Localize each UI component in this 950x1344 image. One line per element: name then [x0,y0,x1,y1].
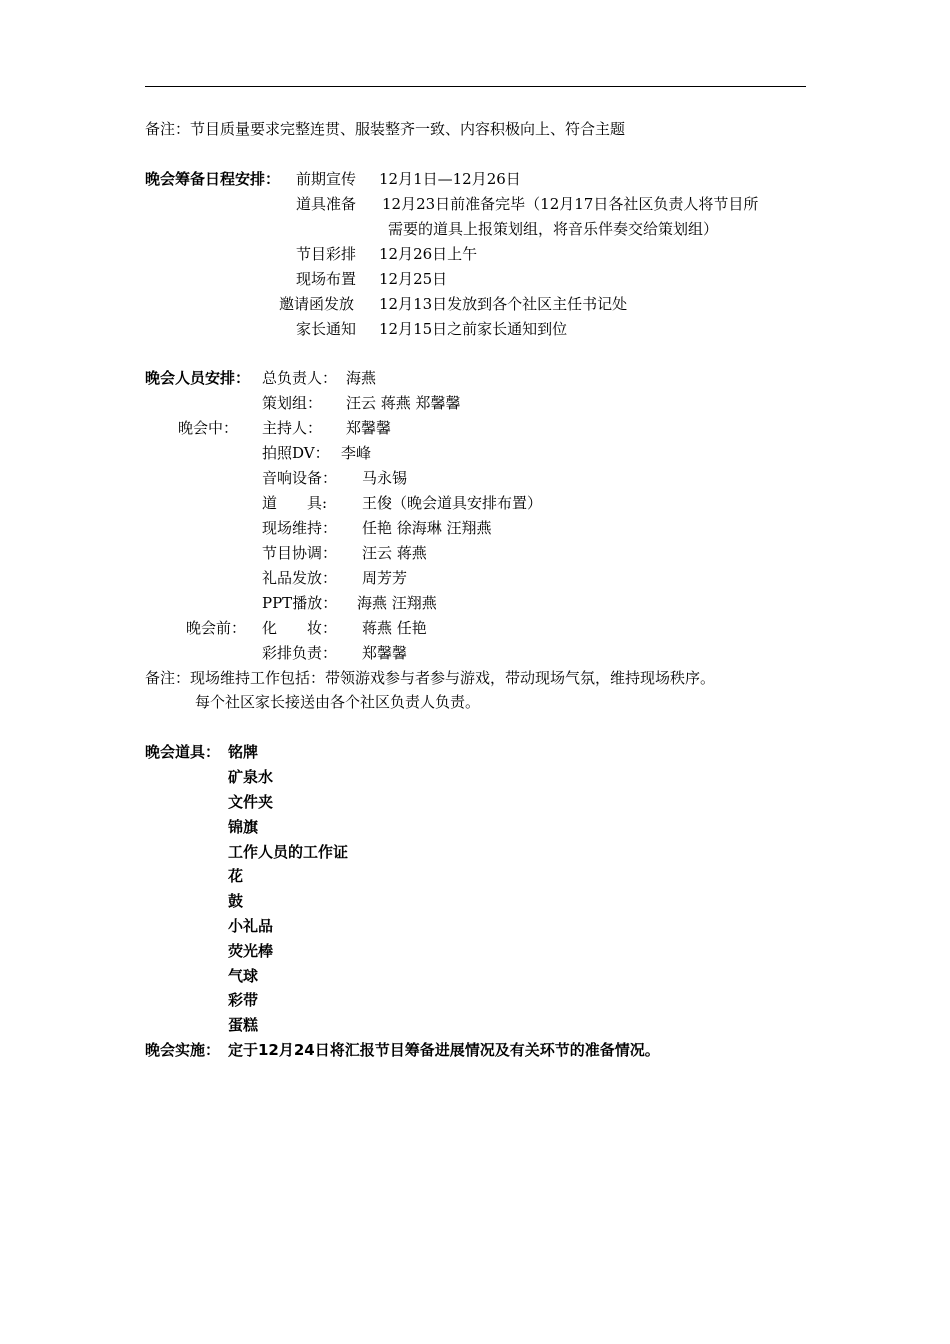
staff-role: 拍照DV： [262,444,330,462]
staff-role: 现场维持： [262,519,338,537]
staff-role: 道 具: [262,494,328,512]
implementation-text: 定于12月24日将汇报节目筹备进展情况及有关环节的准备情况。 [228,1041,660,1059]
props-item: 铭牌 [228,743,259,761]
props-item: 荧光棒 [228,942,274,960]
staff-person: 任艳 徐海琳 汪翔燕 [362,519,492,537]
schedule-label: 道具准备 [296,195,357,213]
schedule-label: 现场布置 [296,270,357,288]
note-parent-transport: 每个社区家长接送由各个社区负责人负责。 [195,693,481,711]
staff-person: 马永锡 [362,469,408,487]
schedule-value-continued: 需要的道具上报策划组，将音乐伴奏交给策划组） [388,220,719,238]
staff-role: 礼品发放： [262,569,338,587]
schedule-label: 节目彩排 [296,245,357,263]
staff-role: 彩排负责： [262,644,338,662]
props-item: 花 [228,867,244,885]
staff-during-label: 晚会中： [178,419,239,437]
schedule-value: 12月26日上午 [379,245,478,263]
staff-role: 主持人： [262,419,323,437]
props-item: 气球 [228,967,259,985]
props-item: 矿泉水 [228,768,274,786]
schedule-label: 前期宣传 [296,170,357,188]
schedule-value: 12月1日—12月26日 [379,170,521,188]
staff-role: 策划组： [262,394,323,412]
note-onsite-duties: 备注：现场维持工作包括：带领游戏参与者参与游戏，带动现场气氛，维持现场秩序。 [145,669,716,687]
staff-role: 音响设备： [262,469,338,487]
staff-heading: 晚会人员安排： [145,369,251,387]
props-item: 鼓 [228,892,244,910]
schedule-value: 12月25日 [379,270,448,288]
schedule-heading: 晚会筹备日程安排： [145,170,281,188]
staff-role: 节目协调： [262,544,338,562]
staff-person: 汪云 蒋燕 [362,544,427,562]
note-program-quality: 备注：节目质量要求完整连贯、服装整齐一致、内容积极向上、符合主题 [145,120,626,138]
implementation-heading: 晚会实施： [145,1041,221,1059]
staff-person: 海燕 汪翔燕 [357,594,437,612]
props-item: 小礼品 [228,917,274,935]
props-item: 锦旗 [228,818,259,836]
props-item: 蛋糕 [228,1016,259,1034]
props-item: 彩带 [228,991,259,1009]
staff-person: 郑馨馨 [362,644,408,662]
staff-role: PPT播放： [262,594,338,612]
staff-role: 化 妆： [262,619,338,637]
props-item: 工作人员的工作证 [228,843,349,861]
schedule-label: 家长通知 [296,320,357,338]
props-item: 文件夹 [228,793,274,811]
staff-person: 周芳芳 [362,569,408,587]
staff-person: 王俊（晚会道具安排布置） [362,494,543,512]
staff-role: 总负责人： [262,369,338,387]
staff-person: 郑馨馨 [346,419,392,437]
header-rule [145,86,806,87]
staff-person: 海燕 [346,369,377,387]
schedule-value: 12月23日前准备完毕（12月17日各社区负责人将节目所 [382,195,759,213]
staff-person: 蒋燕 任艳 [362,619,427,637]
schedule-label: 邀请函发放 [279,295,355,313]
schedule-value: 12月15日之前家长通知到位 [379,320,568,338]
props-heading: 晚会道具： [145,743,221,761]
schedule-value: 12月13日发放到各个社区主任书记处 [379,295,628,313]
staff-before-label: 晚会前： [186,619,247,637]
staff-person: 李峰 [341,444,372,462]
staff-person: 汪云 蒋燕 郑馨馨 [346,394,461,412]
